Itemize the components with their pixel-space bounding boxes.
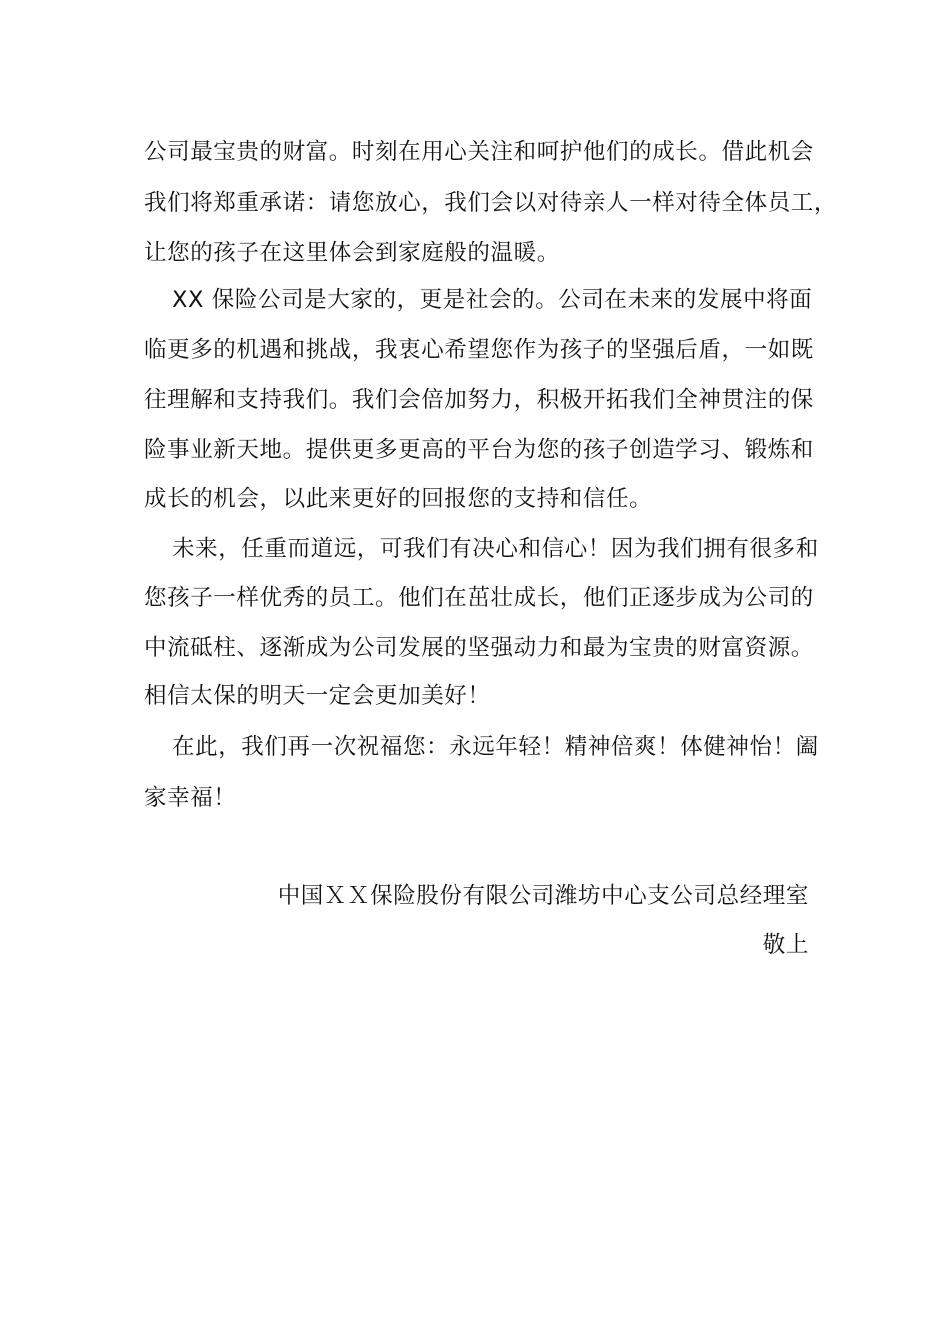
- paragraph-3-line-2: 您孩子一样优秀的员工。他们在茁壮成长，他们正逐步成为公司的: [144, 585, 814, 611]
- paragraph-1-line-3: 让您的孩子在这里体会到家庭般的温暖。: [144, 240, 560, 266]
- paragraph-2-line-1: XX 保险公司是大家的，更是社会的。公司在未来的发展中将面: [172, 287, 813, 313]
- paragraph-2-line-4: 险事业新天地。提供更多更高的平台为您的孩子创造学习、锻炼和: [144, 437, 814, 463]
- paragraph-1-line-1: 公司最宝贵的财富。时刻在用心关注和呵护他们的成长。借此机会: [144, 139, 814, 165]
- paragraph-2-line-2: 临更多的机遇和挑战，我衷心希望您作为孩子的坚强后盾，一如既: [144, 337, 814, 363]
- paragraph-3-line-3: 中流砥柱、逐渐成为公司发展的坚强动力和最为宝贵的财富资源。: [144, 635, 814, 661]
- paragraph-4-line-2: 家幸福！: [144, 785, 237, 811]
- paragraph-2-line-5: 成长的机会，以此来更好的回报您的支持和信任。: [144, 486, 653, 512]
- signature-organization: 中国ＸＸ保险股份有限公司潍坊中心支公司总经理室: [277, 883, 809, 909]
- signature-closing: 敬上: [762, 932, 809, 958]
- paragraph-1-line-2: 我们将郑重承诺：请您放心，我们会以对待亲人一样对待全体员工，: [144, 190, 838, 216]
- paragraph-3-line-4: 相信太保的明天一定会更加美好！: [144, 683, 491, 709]
- paragraph-4-line-1: 在此，我们再一次祝福您：永远年轻！精神倍爽！体健神怡！阖: [172, 734, 819, 760]
- paragraph-3-line-1: 未来，任重而道远，可我们有决心和信心！因为我们拥有很多和: [172, 536, 819, 562]
- paragraph-2-line-3: 往理解和支持我们。我们会倍加努力，积极开拓我们全神贯注的保: [144, 387, 814, 413]
